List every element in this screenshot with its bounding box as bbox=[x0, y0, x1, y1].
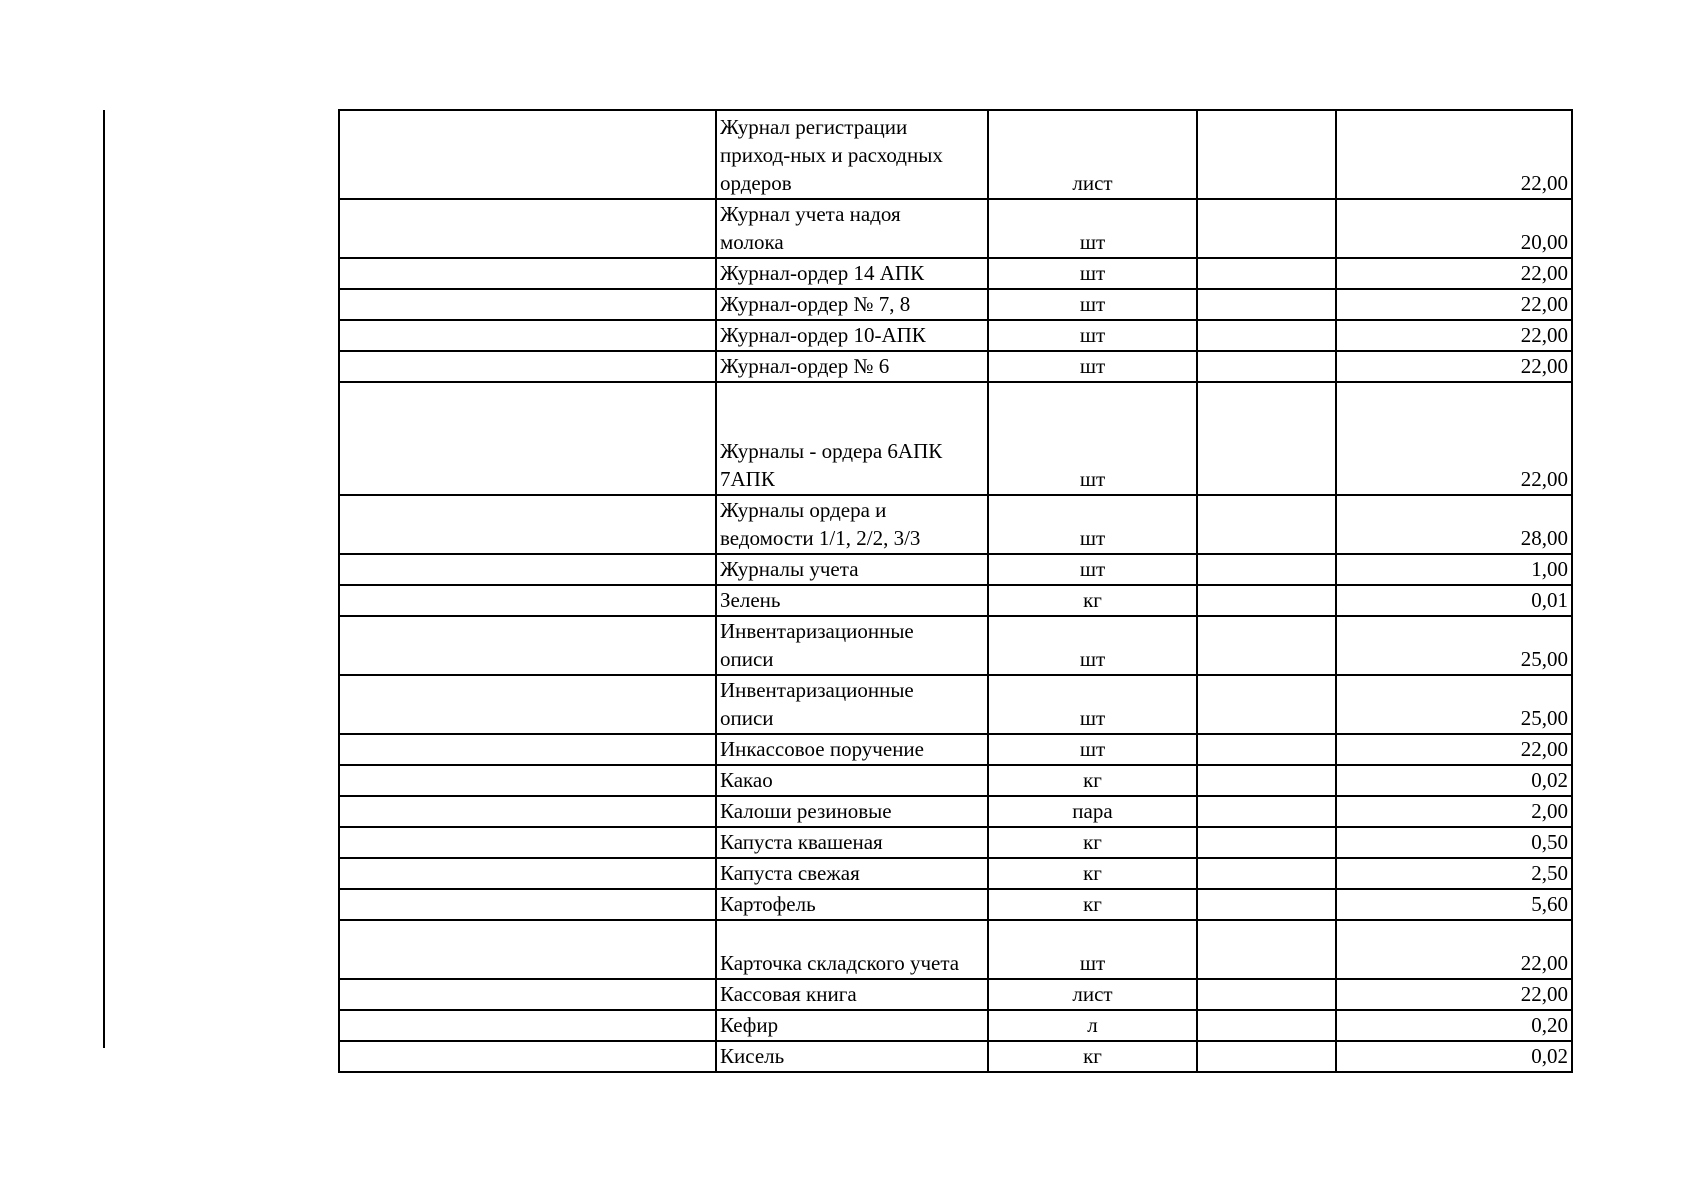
quantity-cell: 2,50 bbox=[1336, 858, 1572, 889]
unit-cell: шт bbox=[988, 495, 1197, 554]
unit-cell: шт bbox=[988, 351, 1197, 382]
empty-cell bbox=[1197, 258, 1336, 289]
table-row bbox=[339, 675, 1572, 734]
item-name-cell: Картофель bbox=[716, 889, 988, 920]
empty-cell bbox=[1197, 920, 1336, 979]
unit-cell: кг bbox=[988, 827, 1197, 858]
quantity-cell: 25,00 bbox=[1336, 616, 1572, 675]
unit-cell: кг bbox=[988, 858, 1197, 889]
item-name-cell: Инвентаризационные описи bbox=[716, 675, 988, 734]
item-name-cell: Журналы учета bbox=[716, 554, 988, 585]
quantity-cell: 22,00 bbox=[1336, 110, 1572, 199]
table-body bbox=[339, 110, 1572, 1072]
table-row bbox=[339, 889, 1572, 920]
empty-cell bbox=[1197, 734, 1336, 765]
empty-cell bbox=[1197, 616, 1336, 675]
table-row bbox=[339, 258, 1572, 289]
empty-cell bbox=[1197, 979, 1336, 1010]
table-row bbox=[339, 110, 1572, 199]
unit-cell: шт bbox=[988, 920, 1197, 979]
item-name-cell: Инвентаризационные описи bbox=[716, 616, 988, 675]
item-name-cell: Журналы - ордера 6АПК 7АПК bbox=[716, 382, 988, 495]
quantity-cell: 0,01 bbox=[1336, 585, 1572, 616]
empty-cell bbox=[1197, 827, 1336, 858]
item-name-cell: Журнал-ордер 10-АПК bbox=[716, 320, 988, 351]
unit-cell: шт bbox=[988, 289, 1197, 320]
empty-cell bbox=[1197, 765, 1336, 796]
table-row bbox=[339, 858, 1572, 889]
table-row bbox=[339, 765, 1572, 796]
table-row bbox=[339, 585, 1572, 616]
empty-cell bbox=[1197, 289, 1336, 320]
empty-cell bbox=[1197, 554, 1336, 585]
quantity-cell: 22,00 bbox=[1336, 979, 1572, 1010]
unit-cell: шт bbox=[988, 734, 1197, 765]
empty-cell bbox=[1197, 858, 1336, 889]
margin-rule bbox=[103, 110, 105, 1048]
unit-cell: шт bbox=[988, 320, 1197, 351]
unit-cell: лист bbox=[988, 979, 1197, 1010]
empty-cell bbox=[1197, 796, 1336, 827]
empty-cell bbox=[339, 554, 716, 585]
item-name-cell: Журнал-ордер № 7, 8 bbox=[716, 289, 988, 320]
item-name-cell: Журнал регистрации приход-ных и расходных ордеров bbox=[716, 110, 988, 199]
quantity-cell: 0,02 bbox=[1336, 765, 1572, 796]
unit-cell: кг bbox=[988, 1041, 1197, 1072]
empty-cell bbox=[339, 734, 716, 765]
item-name-cell: Какао bbox=[716, 765, 988, 796]
item-name-cell: Журнал учета надоя молока bbox=[716, 199, 988, 258]
item-name-cell: Зелень bbox=[716, 585, 988, 616]
item-name-cell: Журнал-ордер № 6 bbox=[716, 351, 988, 382]
quantity-cell: 28,00 bbox=[1336, 495, 1572, 554]
empty-cell bbox=[1197, 585, 1336, 616]
table-row bbox=[339, 554, 1572, 585]
empty-cell bbox=[339, 675, 716, 734]
quantity-cell: 0,50 bbox=[1336, 827, 1572, 858]
quantity-cell: 22,00 bbox=[1336, 920, 1572, 979]
item-name-cell: Капуста квашеная bbox=[716, 827, 988, 858]
empty-cell bbox=[1197, 675, 1336, 734]
quantity-cell: 0,02 bbox=[1336, 1041, 1572, 1072]
empty-cell bbox=[339, 616, 716, 675]
empty-cell bbox=[1197, 1041, 1336, 1072]
item-name-cell: Карточка складского учета bbox=[716, 920, 988, 979]
item-name-cell: Журналы ордера и ведомости 1/1, 2/2, 3/3 bbox=[716, 495, 988, 554]
quantity-cell: 22,00 bbox=[1336, 320, 1572, 351]
unit-cell: шт bbox=[988, 554, 1197, 585]
unit-cell: кг bbox=[988, 765, 1197, 796]
empty-cell bbox=[339, 110, 716, 199]
empty-cell bbox=[339, 827, 716, 858]
table-row bbox=[339, 616, 1572, 675]
empty-cell bbox=[1197, 110, 1336, 199]
unit-cell: шт bbox=[988, 675, 1197, 734]
empty-cell bbox=[339, 585, 716, 616]
empty-cell bbox=[1197, 351, 1336, 382]
empty-cell bbox=[339, 1010, 716, 1041]
empty-cell bbox=[339, 320, 716, 351]
table-row bbox=[339, 320, 1572, 351]
quantity-cell: 0,20 bbox=[1336, 1010, 1572, 1041]
empty-cell bbox=[1197, 199, 1336, 258]
unit-cell: лист bbox=[988, 110, 1197, 199]
empty-cell bbox=[339, 351, 716, 382]
quantity-cell: 22,00 bbox=[1336, 382, 1572, 495]
item-name-cell: Кассовая книга bbox=[716, 979, 988, 1010]
empty-cell bbox=[339, 889, 716, 920]
table-row bbox=[339, 495, 1572, 554]
empty-cell bbox=[339, 979, 716, 1010]
quantity-cell: 20,00 bbox=[1336, 199, 1572, 258]
empty-cell bbox=[339, 382, 716, 495]
unit-cell: л bbox=[988, 1010, 1197, 1041]
quantity-cell: 1,00 bbox=[1336, 554, 1572, 585]
quantity-cell: 22,00 bbox=[1336, 258, 1572, 289]
empty-cell bbox=[339, 495, 716, 554]
quantity-cell: 25,00 bbox=[1336, 675, 1572, 734]
item-name-cell: Кефир bbox=[716, 1010, 988, 1041]
empty-cell bbox=[1197, 320, 1336, 351]
table-row bbox=[339, 734, 1572, 765]
item-name-cell: Кисель bbox=[716, 1041, 988, 1072]
quantity-cell: 22,00 bbox=[1336, 351, 1572, 382]
inventory-table bbox=[338, 109, 1573, 1073]
table-row bbox=[339, 796, 1572, 827]
empty-cell bbox=[339, 289, 716, 320]
table-row bbox=[339, 979, 1572, 1010]
table-row bbox=[339, 289, 1572, 320]
empty-cell bbox=[339, 920, 716, 979]
empty-cell bbox=[1197, 889, 1336, 920]
table-row bbox=[339, 199, 1572, 258]
empty-cell bbox=[339, 1041, 716, 1072]
unit-cell: шт bbox=[988, 382, 1197, 495]
unit-cell: шт bbox=[988, 258, 1197, 289]
item-name-cell: Капуста свежая bbox=[716, 858, 988, 889]
quantity-cell: 2,00 bbox=[1336, 796, 1572, 827]
unit-cell: пара bbox=[988, 796, 1197, 827]
table-row bbox=[339, 351, 1572, 382]
table-row bbox=[339, 1041, 1572, 1072]
item-name-cell: Инкассовое поручение bbox=[716, 734, 988, 765]
empty-cell bbox=[339, 765, 716, 796]
unit-cell: шт bbox=[988, 199, 1197, 258]
quantity-cell: 22,00 bbox=[1336, 734, 1572, 765]
unit-cell: кг bbox=[988, 585, 1197, 616]
table-row bbox=[339, 827, 1572, 858]
empty-cell bbox=[339, 796, 716, 827]
item-name-cell: Калоши резиновые bbox=[716, 796, 988, 827]
unit-cell: шт bbox=[988, 616, 1197, 675]
unit-cell: кг bbox=[988, 889, 1197, 920]
quantity-cell: 22,00 bbox=[1336, 289, 1572, 320]
item-name-cell: Журнал-ордер 14 АПК bbox=[716, 258, 988, 289]
empty-cell bbox=[1197, 1010, 1336, 1041]
table-row bbox=[339, 382, 1572, 495]
empty-cell bbox=[1197, 382, 1336, 495]
empty-cell bbox=[339, 258, 716, 289]
empty-cell bbox=[339, 858, 716, 889]
empty-cell bbox=[1197, 495, 1336, 554]
empty-cell bbox=[339, 199, 716, 258]
table-row bbox=[339, 920, 1572, 979]
table-row bbox=[339, 1010, 1572, 1041]
quantity-cell: 5,60 bbox=[1336, 889, 1572, 920]
